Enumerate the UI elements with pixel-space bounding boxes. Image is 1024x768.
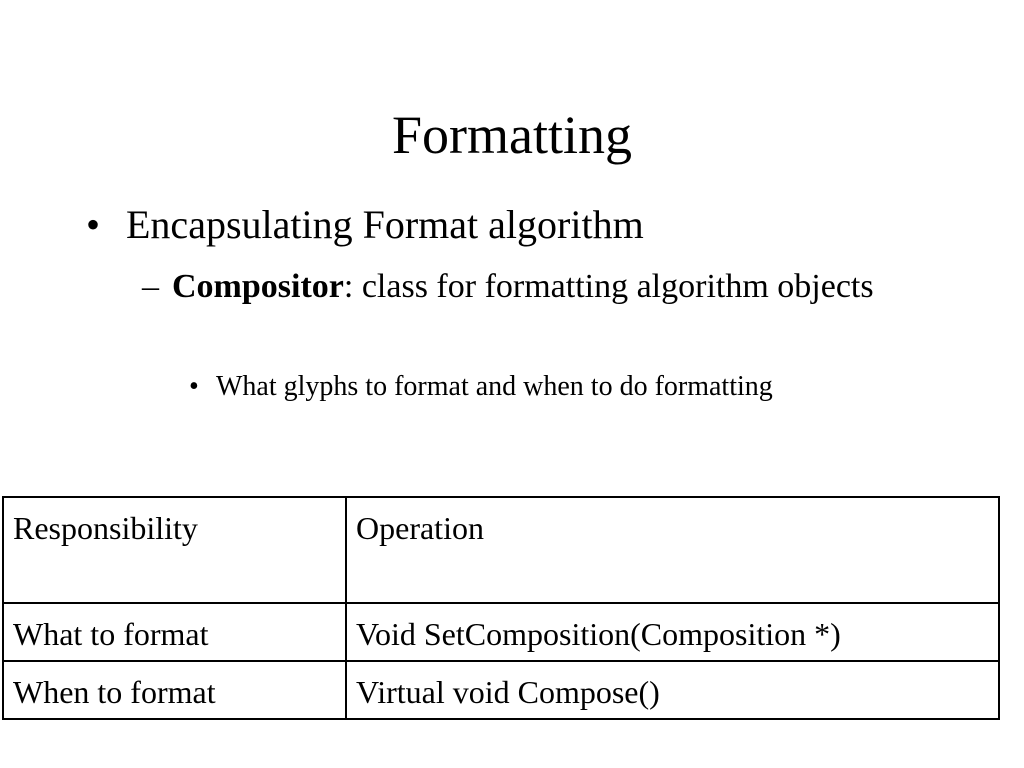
table-row <box>3 661 999 719</box>
table-row <box>3 603 999 661</box>
bullet-marker: • <box>86 202 101 247</box>
dash-marker: – <box>142 268 159 305</box>
compositor-description: : class for formatting algorithm objects <box>343 268 874 305</box>
table-cell: What to format <box>3 603 346 661</box>
responsibility-table <box>2 496 1000 720</box>
compositor-term: Compositor <box>172 268 344 305</box>
table-header-row <box>3 497 999 603</box>
table-cell: Virtual void Compose() <box>346 661 999 719</box>
bullet-text: Encapsulating Format algorithm <box>126 202 644 247</box>
header-cell-responsibility: Responsibility <box>3 497 346 603</box>
slide-title: Formatting <box>392 105 632 165</box>
sub-sub-bullet-text: What glyphs to format and when to do formatting <box>216 371 773 402</box>
bullet-marker: • <box>189 371 199 402</box>
table-cell: Void SetComposition(Composition *) <box>346 603 999 661</box>
sub-bullet-text <box>172 264 892 310</box>
header-cell-operation: Operation <box>346 497 999 603</box>
table-cell: When to format <box>3 661 346 719</box>
